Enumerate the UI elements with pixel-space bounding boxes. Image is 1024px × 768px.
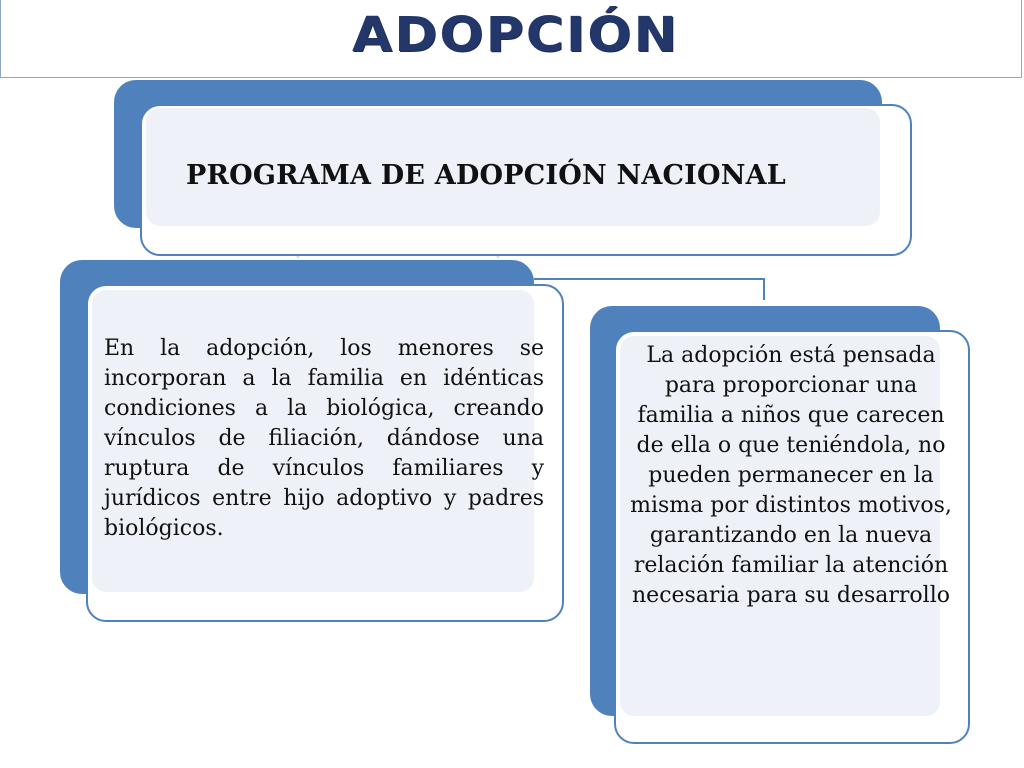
slide-title: ADOPCIÓN [352, 8, 679, 64]
left-node-text: En la adopción, los menores se incorporan a la familia en idénticas condiciones a la biológica, creando vínculos de filiación, dándose una ruptura de vínculos familiares y jurídicos entre hijo adoptivo y padres biológicos. [104, 336, 544, 541]
root-node-label: PROGRAMA DE ADOPCIÓN NACIONAL [186, 160, 786, 191]
right-node-text: La adopción está pensada para proporcionar una familia a niños que carecen de ella o que teniéndola, no pueden permanecer en la misma por distintos motivos, garantizando en la nueva relación familiar la atención necesaria para su desarrollo [630, 343, 952, 608]
connector-root-right [534, 279, 764, 300]
